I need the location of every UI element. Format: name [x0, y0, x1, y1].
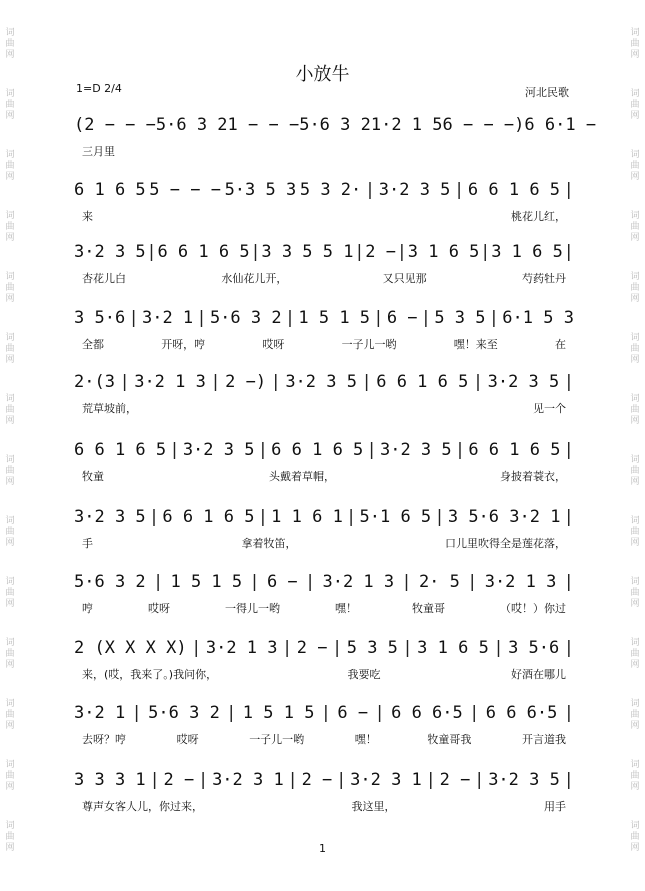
- note-group: 6 6 6·5: [391, 703, 463, 723]
- note-group: 5·6 3 2: [209, 308, 282, 328]
- watermark-text: 词 曲 网: [630, 577, 640, 609]
- score-row: [74, 770, 574, 813]
- bar-line: |: [270, 372, 281, 392]
- notation-line: [74, 242, 574, 262]
- lyric-word: 哎呀: [176, 733, 199, 746]
- note-group: (2 − − −: [74, 115, 156, 135]
- note-group: 3 1 6 5: [491, 242, 563, 262]
- watermark-right: [628, 0, 642, 891]
- lyric-word: 荒草坡前，: [82, 402, 137, 415]
- bar-line: |: [420, 308, 432, 328]
- note-group: 3 1 6 5: [417, 638, 489, 658]
- lyric-word: 来，(哎，我来了。)我问你，: [82, 668, 218, 681]
- bar-line: |: [336, 770, 347, 790]
- bar-line: |: [563, 440, 574, 460]
- bar-line: |: [361, 372, 372, 392]
- watermark-text: 词 曲 网: [630, 333, 640, 365]
- watermark-text: 词 曲 网: [630, 516, 640, 548]
- lyric-word: 头戴着草帽，: [269, 470, 335, 483]
- bar-line: |: [196, 308, 207, 328]
- notation-line: [74, 638, 574, 658]
- note-group: 6 6 1 6 5: [468, 440, 561, 460]
- lyric-word: 好酒在哪儿: [511, 668, 566, 681]
- lyric-word: 牧童哥: [412, 602, 445, 615]
- watermark-text: 词 曲 网: [5, 760, 15, 792]
- lyric-word: 又只见那: [382, 272, 427, 285]
- note-group: 3 3 5 5 1: [261, 242, 354, 262]
- lyric-word: 口儿里吹得全是莲花落，: [445, 537, 566, 550]
- lyrics-line: [74, 336, 574, 352]
- note-group: 5 3 2·: [299, 180, 362, 200]
- score-row: [74, 308, 574, 351]
- bar-line: |: [210, 372, 221, 392]
- watermark-left: [3, 0, 17, 891]
- note-group: 6 6 1 6 5: [162, 507, 255, 527]
- watermark-text: 词 曲 网: [630, 89, 640, 121]
- note-group: 5 3 5: [434, 308, 486, 328]
- note-group: 5·1 6 5: [359, 507, 432, 527]
- note-group: 2·(3: [74, 372, 115, 392]
- bar-line: |: [257, 507, 268, 527]
- note-group: 3·2 3 5: [487, 372, 560, 392]
- lyrics-line: [74, 400, 574, 416]
- lyrics-line: [74, 468, 574, 484]
- watermark-text: 词 曲 网: [630, 821, 640, 853]
- watermark-text: 词 曲 网: [5, 394, 15, 426]
- watermark-text: 词 曲 网: [630, 455, 640, 487]
- lyric-word: 一子儿一哟: [249, 733, 305, 746]
- notation-line: [74, 115, 597, 135]
- bar-line: |: [434, 507, 445, 527]
- note-group: 3·2 1 3: [205, 638, 278, 658]
- bar-line: |: [149, 770, 160, 790]
- lyric-word: 哎呀: [262, 338, 285, 351]
- bar-line: |: [472, 372, 484, 392]
- lyric-word: 哎呀: [148, 602, 170, 615]
- lyric-word: 我这里，: [351, 800, 396, 813]
- note-group: 5·3 5 3: [224, 180, 297, 200]
- bar-line: |: [366, 440, 377, 460]
- lyric-word: 见一个: [533, 402, 566, 415]
- watermark-text: 词 曲 网: [630, 394, 640, 426]
- lyrics-line: [74, 270, 574, 286]
- bar-line: |: [191, 638, 202, 658]
- note-group: 1 5 1 5: [242, 703, 315, 723]
- notation-line: [74, 440, 574, 460]
- note-group: 5 − − −: [149, 180, 221, 200]
- lyric-word: 我要吃: [347, 668, 381, 681]
- note-group: 6 −: [337, 703, 369, 723]
- bar-line: |: [320, 703, 332, 723]
- note-group: 2· 5: [418, 572, 460, 592]
- score-row: [74, 440, 574, 483]
- lyrics-line: [74, 535, 574, 551]
- score-row: [74, 507, 574, 550]
- note-group: 3 5·6 3·2 1: [447, 507, 561, 527]
- note-group: 5·6 3 2: [148, 703, 220, 723]
- watermark-text: 词 曲 网: [5, 211, 15, 243]
- note-group: 2 −: [365, 242, 396, 262]
- watermark-text: 词 曲 网: [630, 638, 640, 670]
- lyric-word: 尊声女客人儿，你过来，: [82, 800, 203, 813]
- notation-line: [74, 703, 574, 723]
- bar-line: |: [331, 638, 343, 658]
- lyric-word: 手: [82, 537, 93, 550]
- lyrics-line: [74, 208, 574, 224]
- note-group: 6 6 6·5: [485, 703, 558, 723]
- bar-line: |: [425, 770, 436, 790]
- key-signature: 1=D 2/4: [76, 82, 122, 95]
- note-group: 6 6·1 −: [524, 115, 597, 135]
- note-group: 6 −: [386, 308, 418, 328]
- score-row: [74, 372, 574, 415]
- lyric-word: 一得儿一哟: [225, 602, 280, 615]
- watermark-text: 词 曲 网: [5, 577, 15, 609]
- bar-line: |: [467, 572, 478, 592]
- note-group: 3·2 3 5: [74, 507, 146, 527]
- note-group: 3·2 3 5: [182, 440, 255, 460]
- lyric-word: 在: [554, 338, 566, 351]
- bar-line: |: [284, 308, 296, 328]
- lyric-word: 水仙花儿开，: [221, 272, 288, 285]
- bar-line: |: [148, 507, 160, 527]
- notation-line: [74, 507, 574, 527]
- bar-line: |: [119, 372, 130, 392]
- bar-line: |: [396, 242, 407, 262]
- lyric-word: 去呀？哼: [82, 733, 126, 746]
- lyric-word: 桃花儿红，: [511, 210, 566, 223]
- note-group: 3·2 1: [141, 308, 194, 328]
- bar-line: |: [152, 572, 164, 592]
- note-group: 3 5·6: [508, 638, 560, 658]
- bar-line: |: [146, 242, 157, 262]
- bar-line: |: [354, 242, 365, 262]
- score-row: [74, 180, 574, 223]
- bar-line: |: [469, 703, 480, 723]
- note-group: 1 − − −: [227, 115, 300, 135]
- bar-line: |: [128, 308, 139, 328]
- bar-line: |: [480, 242, 491, 262]
- bar-line: |: [373, 308, 384, 328]
- watermark-text: 词 曲 网: [630, 699, 640, 731]
- note-group: 1 1 6 1: [271, 507, 343, 527]
- bar-line: |: [401, 572, 412, 592]
- note-group: 3·2 3 5: [378, 180, 451, 200]
- note-group: 3·2 1 3: [322, 572, 395, 592]
- bar-line: |: [563, 242, 574, 262]
- note-group: 5·6 3 2: [74, 572, 146, 592]
- lyrics-line: [74, 600, 574, 616]
- page-number: 1: [319, 842, 326, 855]
- watermark-text: 词 曲 网: [630, 760, 640, 792]
- score-row: [74, 638, 574, 681]
- bar-line: |: [169, 440, 180, 460]
- bar-line: |: [282, 638, 293, 658]
- note-group: 6 6 1 6 5: [74, 440, 167, 460]
- note-group: 2 (X X X X): [74, 638, 187, 658]
- note-group: 2 −: [439, 770, 471, 790]
- page-title: 小放牛: [295, 64, 350, 85]
- note-group: 2 −: [301, 770, 333, 790]
- note-group: 6 − − −): [442, 115, 525, 135]
- lyric-word: 牧童哥我: [427, 733, 472, 746]
- lyric-word: 一子儿一哟: [341, 338, 397, 351]
- note-group: 6 6 1 6 5: [157, 242, 250, 262]
- bar-line: |: [563, 180, 574, 200]
- lyric-word: 哼: [82, 602, 93, 615]
- note-group: 6 1 6 5: [74, 180, 146, 200]
- lyric-word: （哎！）你过: [500, 602, 566, 615]
- note-group: 3·2 3 5: [74, 242, 146, 262]
- lyric-word: 全都: [82, 338, 104, 351]
- lyric-word: 芍药牡丹: [521, 272, 566, 285]
- note-group: 1 5 1 5: [298, 308, 371, 328]
- bar-line: |: [131, 703, 142, 723]
- lyric-word: 嘿！来至: [453, 338, 498, 351]
- lyrics-line: [74, 731, 574, 747]
- bar-line: |: [488, 308, 500, 328]
- lyric-word: 嘿！: [354, 733, 377, 746]
- lyrics-line: [74, 798, 574, 814]
- watermark-text: 词 曲 网: [5, 272, 15, 304]
- bar-line: |: [563, 703, 574, 723]
- watermark-text: 词 曲 网: [5, 821, 15, 853]
- notation-line: [74, 770, 574, 790]
- note-group: 5·6 3 2: [155, 115, 228, 135]
- bar-line: |: [454, 440, 466, 460]
- bar-line: |: [257, 440, 268, 460]
- watermark-text: 词 曲 网: [5, 699, 15, 731]
- note-group: 3·2 1 3: [484, 572, 557, 592]
- note-group: 3·2 3 5: [379, 440, 452, 460]
- note-group: 3 1 6 5: [407, 242, 480, 262]
- notation-line: [74, 180, 574, 200]
- bar-line: |: [374, 703, 385, 723]
- note-group: 3·2 1 3: [134, 372, 206, 392]
- bar-line: |: [364, 180, 376, 200]
- note-group: 3·2 3 5: [285, 372, 357, 392]
- bar-line: |: [250, 242, 261, 262]
- bar-line: |: [249, 572, 260, 592]
- note-group: 1 5 1 5: [170, 572, 243, 592]
- watermark-text: 词 曲 网: [630, 150, 640, 182]
- watermark-text: 词 曲 网: [5, 333, 15, 365]
- lyric-word: 来: [82, 210, 93, 223]
- watermark-text: 词 曲 网: [5, 638, 15, 670]
- watermark-text: 词 曲 网: [630, 28, 640, 60]
- bar-line: |: [563, 507, 574, 527]
- note-group: 3·2 3 1: [212, 770, 284, 790]
- lyric-word: 开呀，哼: [161, 338, 206, 351]
- lyric-word: 身披着蓑衣，: [500, 470, 566, 483]
- note-group: 6 6 1 6 5: [376, 372, 469, 392]
- score-row: [74, 572, 574, 615]
- note-group: 2 −): [225, 372, 267, 392]
- note-group: 3·2 1: [74, 703, 126, 723]
- bar-line: |: [563, 572, 574, 592]
- bar-line: |: [198, 770, 209, 790]
- notation-line: [74, 372, 574, 392]
- bar-line: |: [474, 770, 485, 790]
- note-group: 3 5·6: [74, 308, 126, 328]
- bar-line: |: [563, 770, 574, 790]
- lyric-word: 牧童: [82, 470, 104, 483]
- note-group: 5·6 3 2: [299, 115, 371, 135]
- bar-line: |: [287, 770, 298, 790]
- score-row: [74, 242, 574, 285]
- bar-line: |: [346, 507, 357, 527]
- note-group: 2 −: [296, 638, 328, 658]
- watermark-text: 词 曲 网: [630, 272, 640, 304]
- note-group: 1·2 1 5: [370, 115, 443, 135]
- lyrics-line: [74, 666, 574, 682]
- bar-line: |: [454, 180, 465, 200]
- bar-line: |: [563, 372, 574, 392]
- bar-line: |: [493, 638, 504, 658]
- lyric-word: 开言道我: [521, 733, 566, 746]
- lyrics-line: [74, 143, 574, 159]
- score-row: [74, 703, 574, 746]
- watermark-text: 词 曲 网: [630, 211, 640, 243]
- lyric-word: 用手: [544, 800, 566, 813]
- lyric-word: 嘿！: [335, 602, 357, 615]
- notation-line: [74, 572, 574, 592]
- bar-line: |: [402, 638, 413, 658]
- lyric-word: 拿着牧笛，: [241, 537, 297, 550]
- lyric-word: 杏花儿白: [82, 272, 126, 285]
- watermark-text: 词 曲 网: [5, 455, 15, 487]
- bar-line: |: [304, 572, 316, 592]
- note-group: 6 −: [266, 572, 298, 592]
- score-row: [74, 115, 597, 158]
- note-group: 6 6 1 6 5: [271, 440, 364, 460]
- watermark-text: 词 曲 网: [5, 150, 15, 182]
- notation-line: [74, 308, 574, 328]
- note-group: 3 3 3 1: [74, 770, 146, 790]
- watermark-text: 词 曲 网: [5, 89, 15, 121]
- bar-line: |: [226, 703, 237, 723]
- song-origin: 河北民歌: [525, 86, 569, 99]
- note-group: 6·1 5 3: [502, 308, 574, 328]
- note-group: 6 6 1 6 5: [467, 180, 561, 200]
- watermark-text: 词 曲 网: [5, 516, 15, 548]
- note-group: 2 −: [163, 770, 195, 790]
- note-group: 5 3 5: [346, 638, 398, 658]
- watermark-text: 词 曲 网: [5, 28, 15, 60]
- note-group: 3·2 3 1: [350, 770, 422, 790]
- note-group: 3·2 3 5: [488, 770, 560, 790]
- bar-line: |: [563, 638, 574, 658]
- lyric-word: 三月里: [82, 145, 115, 158]
